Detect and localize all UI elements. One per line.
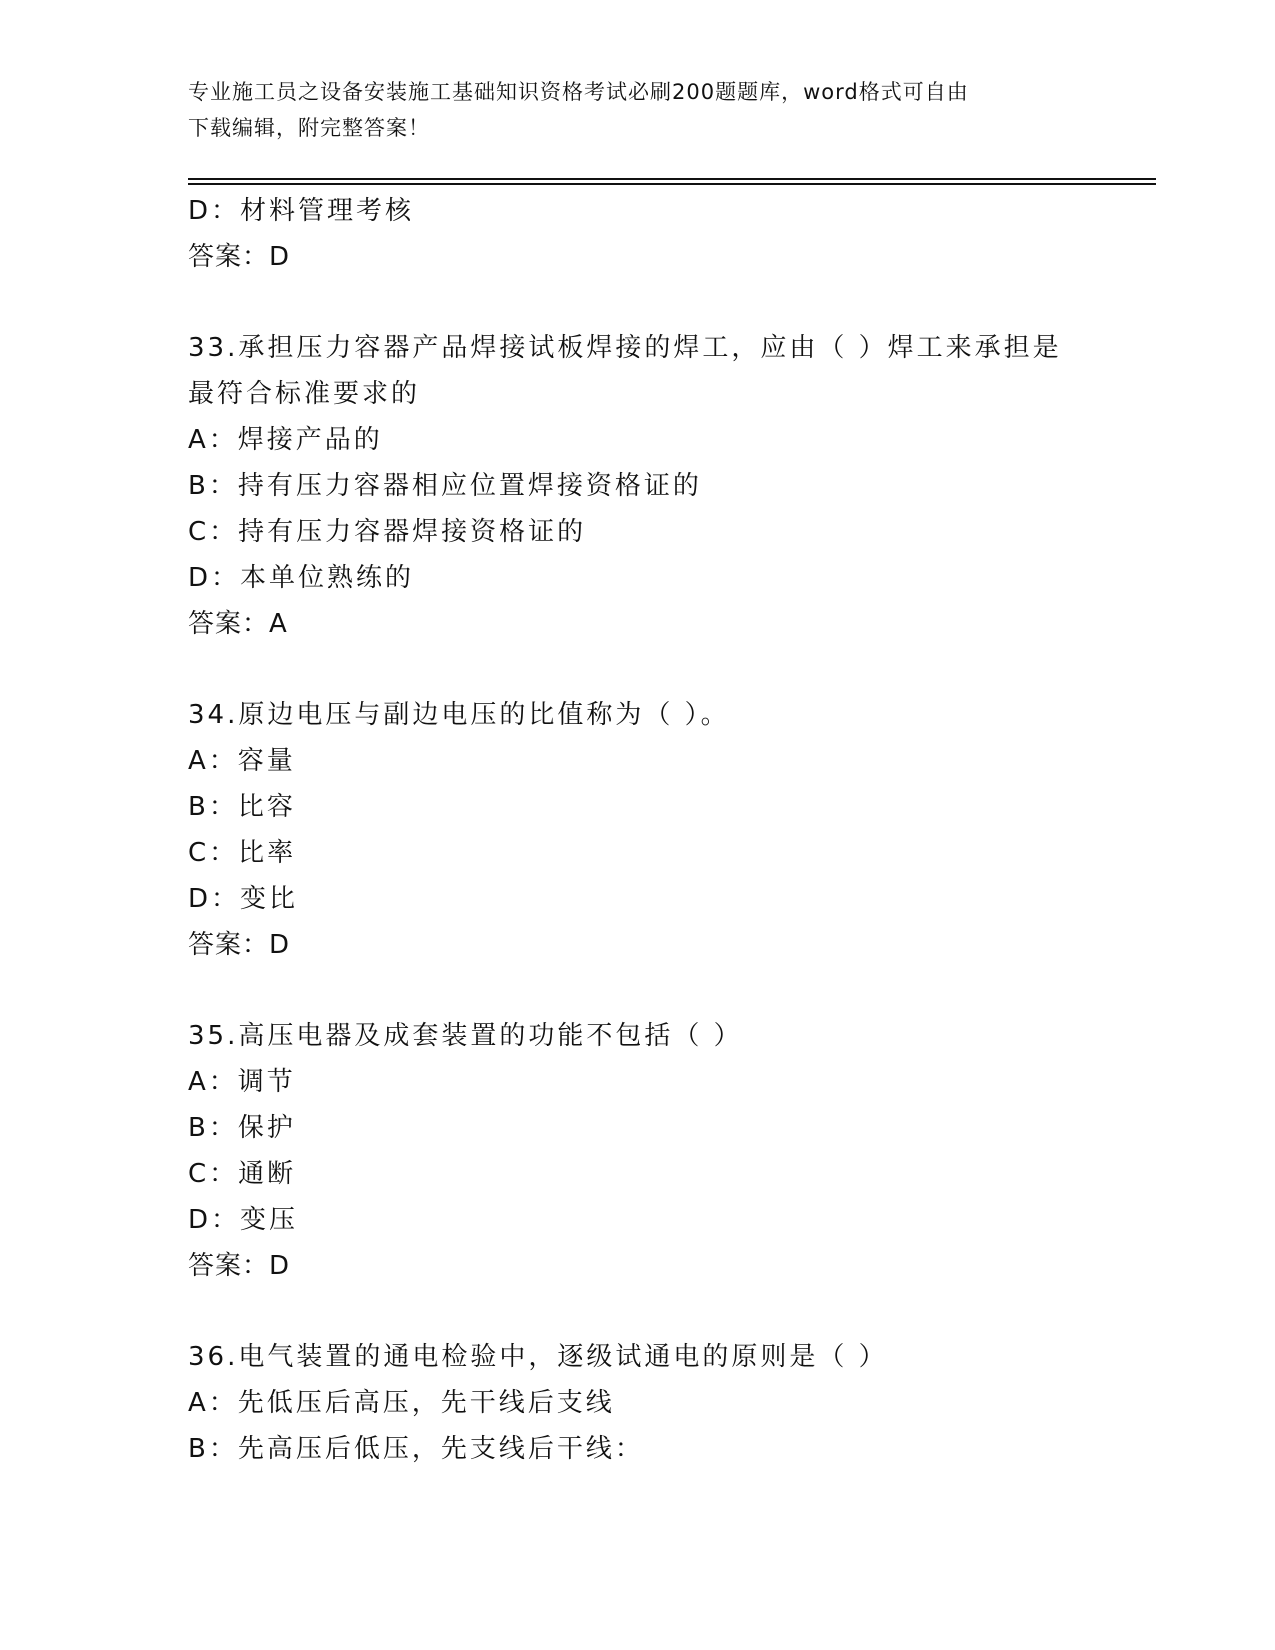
option-c: C：持有压力容器焊接资格证的: [188, 517, 587, 547]
question-stem-line-2: 最符合标准要求的: [188, 379, 421, 409]
question-34: [188, 692, 1088, 968]
document-header: [188, 74, 1088, 146]
option-b: B：比容: [188, 792, 296, 822]
option-a: A：焊接产品的: [188, 425, 383, 455]
option-c: C：通断: [188, 1159, 297, 1189]
question-stem: 36.电气装置的通电检验中，逐级试通电的原则是（ ）: [188, 1342, 888, 1372]
question-33: [188, 325, 1088, 647]
option-d: D：材料管理考核: [188, 196, 415, 226]
header-rule-bottom: [188, 183, 1156, 185]
question-35: [188, 1013, 1088, 1289]
option-a: A：容量: [188, 746, 296, 776]
option-c: C：比率: [188, 838, 297, 868]
option-d: D：变比: [188, 884, 299, 914]
option-d: D：本单位熟练的: [188, 563, 415, 593]
option-a: A：先低压后高压，先干线后支线: [188, 1388, 615, 1418]
option-d: D：变压: [188, 1205, 299, 1235]
option-a: A：调节: [188, 1067, 296, 1097]
option-b: B：先高压后低压，先支线后干线：: [188, 1434, 644, 1464]
option-b: B：持有压力容器相应位置焊接资格证的: [188, 471, 702, 501]
document-body: [188, 188, 1088, 1472]
answer: 答案：D: [188, 930, 291, 960]
question-stem: 34.原边电压与副边电压的比值称为（ ）。: [188, 700, 730, 730]
answer: 答案：A: [188, 609, 288, 639]
question-stem: 35.高压电器及成套装置的功能不包括（ ）: [188, 1021, 743, 1051]
question-32-tail: [188, 188, 1088, 280]
option-b: B：保护: [188, 1113, 296, 1143]
header-line-1: 专业施工员之设备安装施工基础知识资格考试必刷200题题库，word格式可自由: [188, 80, 969, 104]
question-36: [188, 1334, 1088, 1472]
question-stem-line-1: 33.承担压力容器产品焊接试板焊接的焊工，应由（ ）焊工来承担是: [188, 333, 1062, 363]
header-line-2: 下载编辑，附完整答案！: [188, 116, 430, 140]
answer: 答案：D: [188, 1251, 291, 1281]
answer: 答案：D: [188, 242, 291, 272]
header-rule-top: [188, 178, 1156, 180]
